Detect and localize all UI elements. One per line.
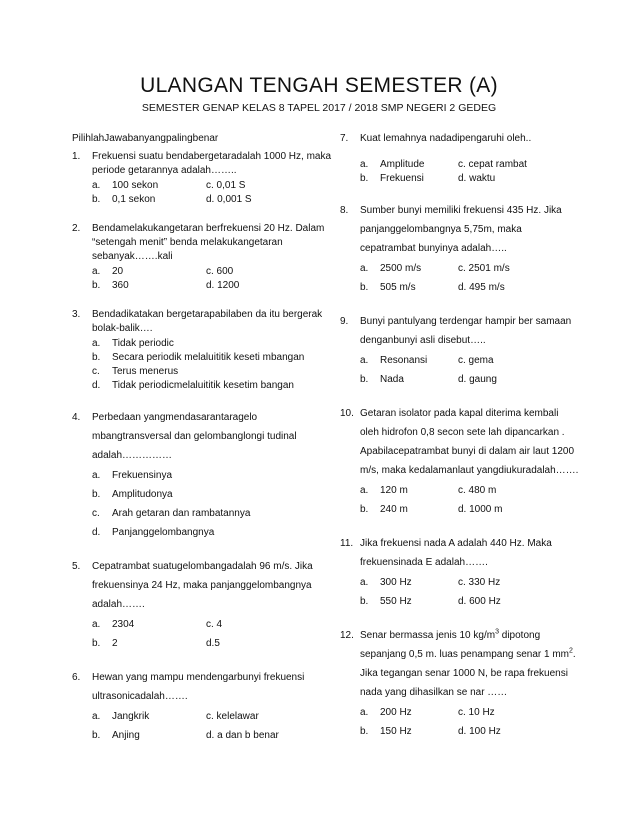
option-text: c. kelelawar (206, 711, 259, 722)
option-text: c. 480 m (458, 485, 497, 496)
option-text: c. 10 Hz (458, 707, 495, 718)
option-letter: a. (92, 266, 101, 277)
option-letter: d. (92, 380, 101, 391)
question-text: Hewan yang mampu mendengarbunyi frekuensi ultrasonicadalah……. (92, 672, 305, 702)
option-letter: b. (360, 282, 369, 293)
option-row (360, 172, 580, 186)
option-row (92, 179, 332, 193)
superscript: 3 (495, 628, 499, 636)
question-number: 2. (72, 223, 81, 234)
option-letter: a. (360, 577, 369, 588)
option-text: c. 330 Hz (458, 577, 501, 588)
option-letter: c. (92, 508, 100, 519)
option-row (92, 504, 332, 523)
question-text: Kuat lemahnya nadadipengaruhi oleh.. (360, 133, 532, 144)
question-7 (340, 132, 580, 186)
option-text: 550 Hz (380, 596, 412, 607)
option-text: c. cepat rambat (458, 159, 527, 170)
option-text: c. 2501 m/s (458, 263, 510, 274)
option-row (360, 573, 580, 592)
question-number: 7. (340, 133, 349, 144)
option-letter: b. (92, 638, 101, 649)
option-text: Terus menerus (112, 366, 179, 377)
option-letter: a. (92, 180, 101, 191)
option-text: d. 1200 (206, 280, 240, 291)
question-5 (72, 557, 332, 653)
option-row (92, 279, 332, 293)
option-text: 20 (112, 266, 124, 277)
option-text: Tidak periodicmelaluititik kesetim bangan (112, 380, 294, 391)
question-text: Bunyi pantulyang terdengar hampir ber samaan denganbunyi asli disebut….. (360, 316, 572, 346)
option-text: 2 (112, 638, 118, 649)
question-number: 4. (72, 412, 81, 423)
left-column (72, 132, 332, 760)
question-number: 8. (340, 205, 349, 216)
option-letter: b. (92, 489, 101, 500)
option-text: c. 0,01 S (206, 180, 246, 191)
option-row (360, 703, 580, 722)
question-4 (72, 408, 332, 542)
superscript: 2 (569, 647, 573, 655)
option-text: d. gaung (458, 374, 497, 385)
question-text: Bendadikatakan bergetarapabilaben da itu bergerak bolak-balik…. (92, 309, 323, 334)
option-text: 240 m (380, 504, 408, 515)
option-row (92, 265, 332, 279)
option-letter: b. (92, 280, 101, 291)
page-title: ULANGAN TENGAH SEMESTER (A) (140, 74, 498, 97)
question-1 (72, 150, 332, 207)
option-row (92, 193, 332, 207)
question-2 (72, 222, 332, 293)
option-text: Frekuensinya (112, 470, 173, 481)
option-text: 0,1 sekon (112, 194, 156, 205)
question-text: Bendamelakukangetaran berfrekuensi 20 Hz. Dalam “setengah menit” benda melakukangetaran sebanyak…….kali (92, 223, 325, 262)
option-text: Anjing (112, 730, 140, 741)
question-9 (340, 312, 580, 389)
option-text: d. 0,001 S (206, 194, 252, 205)
option-letter: c. (92, 366, 100, 377)
option-letter: a. (360, 263, 369, 274)
option-row (360, 278, 580, 297)
question-text: Getaran isolator pada kapal diterima kembali oleh hidrofon 0,8 secon sete lah dipancarkan . Apabilacepatrambat bunyi di dalam air laut 1200 m/s, maka kedalamanlaut yangdiukuradalah……. (360, 408, 579, 476)
option-text: 2304 (112, 619, 135, 630)
option-text: Amplitudonya (112, 489, 173, 500)
option-text: Amplitude (380, 159, 425, 170)
question-text-part: . Jika tegangan senar 1000 N, be rapa frekuensi nada yang dihasilkan se nar …… (360, 649, 576, 698)
option-letter: b. (360, 504, 369, 515)
option-text: 505 m/s (380, 282, 416, 293)
option-text: Secara periodik melaluititik keseti mbangan (112, 352, 305, 363)
option-row (360, 259, 580, 278)
option-text: 300 Hz (380, 577, 412, 588)
page-subtitle: SEMESTER GENAP KELAS 8 TAPEL 2017 / 2018 SMP NEGERI 2 GEDEG (141, 102, 497, 114)
question-number: 10. (340, 408, 354, 419)
option-row (360, 370, 580, 389)
option-row (92, 523, 332, 542)
option-row (92, 365, 332, 379)
option-text: Resonansi (380, 355, 428, 366)
option-text: Arah getaran dan rambatannya (112, 508, 251, 519)
option-row (360, 592, 580, 611)
question-number: 9. (340, 316, 349, 327)
option-text: Frekuensi (380, 173, 424, 184)
option-row (360, 481, 580, 500)
question-text (360, 630, 576, 698)
option-text: d. waktu (458, 173, 496, 184)
question-8 (340, 201, 580, 297)
option-text: d. 495 m/s (458, 282, 505, 293)
question-number: 6. (72, 672, 81, 683)
option-text: Jangkrik (112, 711, 150, 722)
question-number: 11. (340, 538, 354, 549)
question-12 (340, 626, 580, 741)
option-row (92, 634, 332, 653)
question-3 (72, 308, 332, 393)
option-row (360, 500, 580, 519)
option-row (92, 379, 332, 393)
option-row (360, 722, 580, 741)
option-letter: b. (360, 173, 369, 184)
option-text: 120 m (380, 485, 408, 496)
option-row (92, 485, 332, 504)
question-text-part: Senar bermassa jenis 10 kg/m (360, 630, 496, 641)
question-number: 3. (72, 309, 81, 320)
option-row (92, 337, 332, 351)
option-text: c. 4 (206, 619, 223, 630)
option-letter: a. (360, 159, 369, 170)
option-text: 200 Hz (380, 707, 412, 718)
question-number: 5. (72, 561, 81, 572)
option-letter: a. (360, 485, 369, 496)
option-text: 360 (112, 280, 129, 291)
question-text: Frekuensi suatu bendabergetaradalah 1000 Hz, maka periode getarannya adalah…….. (92, 151, 332, 176)
option-text: c. 600 (206, 266, 234, 277)
option-row (92, 707, 332, 726)
option-letter: a. (92, 338, 101, 349)
question-text-part: dipotong sepanjang 0,5 m. luas penampang senar 1 mm (360, 630, 570, 660)
option-letter: a. (92, 711, 101, 722)
option-letter: a. (360, 707, 369, 718)
question-text: Jika frekuensi nada A adalah 440 Hz. Maka frekuensinada E adalah……. (360, 538, 552, 568)
option-row (92, 466, 332, 485)
question-text: Sumber bunyi memiliki frekuensi 435 Hz. Jika panjanggelombangnya 5,75m, maka cepatrambat bunyinya adalah….. (360, 205, 562, 254)
option-letter: b. (92, 352, 101, 363)
option-text: d.5 (206, 638, 220, 649)
option-letter: b. (92, 730, 101, 741)
option-letter: a. (360, 355, 369, 366)
question-6 (72, 668, 332, 745)
instruction: PilihlahJawabanyangpalingbenar (72, 133, 219, 144)
option-text: Panjanggelombangnya (112, 527, 215, 538)
option-row (360, 158, 580, 172)
option-text: c. gema (458, 355, 494, 366)
option-text: d. 100 Hz (458, 726, 501, 737)
option-row (92, 615, 332, 634)
option-text: 150 Hz (380, 726, 412, 737)
question-number: 1. (72, 151, 81, 162)
option-row (360, 351, 580, 370)
option-letter: a. (92, 470, 101, 481)
option-text: Tidak periodic (112, 338, 174, 349)
question-text: Cepatrambat suatugelombangadalah 96 m/s. Jika frekuensinya 24 Hz, maka panjanggelombangnya adalah……. (92, 561, 313, 610)
option-text: d. 1000 m (458, 504, 503, 515)
option-text: d. 600 Hz (458, 596, 501, 607)
option-letter: a. (92, 619, 101, 630)
option-letter: d. (92, 527, 101, 538)
option-text: 100 sekon (112, 180, 159, 191)
option-text: Nada (380, 374, 404, 385)
option-letter: b. (360, 726, 369, 737)
question-number: 12. (340, 630, 354, 641)
option-letter: b. (360, 596, 369, 607)
option-row (92, 351, 332, 365)
option-text: d. a dan b benar (206, 730, 279, 741)
question-11 (340, 534, 580, 611)
question-text: Perbedaan yangmendasarantaragelo mbangtransversal dan gelombanglongi tudinal adalah…………… (92, 412, 297, 461)
option-row (92, 726, 332, 745)
right-column (340, 132, 580, 756)
question-10 (340, 404, 580, 519)
option-letter: b. (360, 374, 369, 385)
option-text: 2500 m/s (380, 263, 422, 274)
option-letter: b. (92, 194, 101, 205)
